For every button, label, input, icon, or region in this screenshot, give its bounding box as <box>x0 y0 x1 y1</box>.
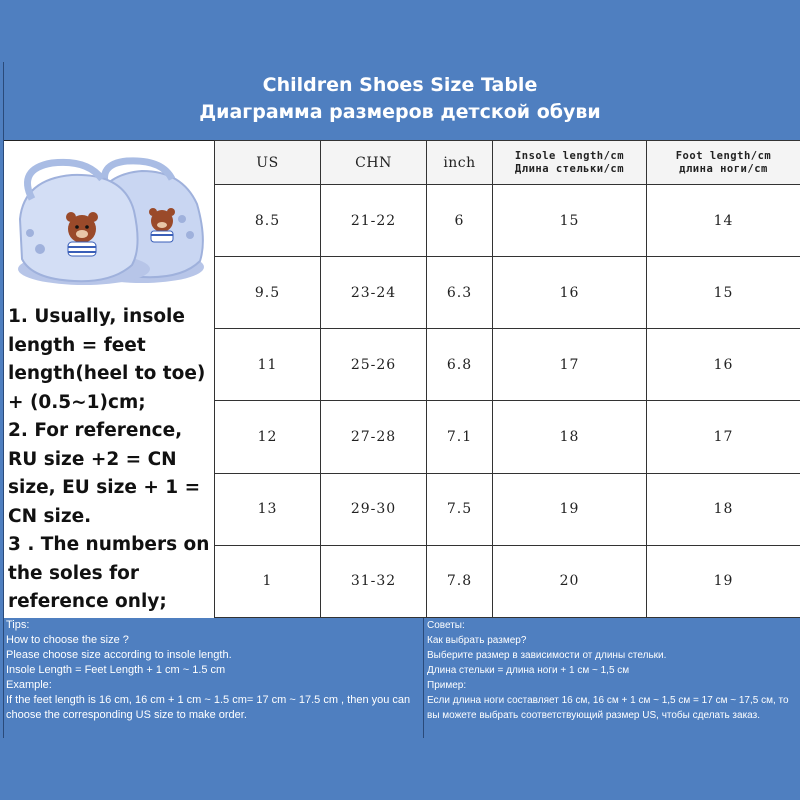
cell-us: 11 <box>215 329 321 401</box>
cell-foot: 19 <box>647 545 800 617</box>
header-foot-length <box>647 141 800 185</box>
tips-english <box>4 618 424 738</box>
table-row <box>215 473 800 545</box>
cell-insole: 18 <box>493 401 647 473</box>
tips-ru-heading: Советы: <box>427 620 465 631</box>
tips-ru-question: Как выбрать размер? <box>427 635 527 646</box>
note-1: 1. Usually, insole length = feet length(heel to toe) + (0.5~1)cm; <box>8 306 206 413</box>
cell-insole: 16 <box>493 257 647 329</box>
tips-ru-example-heading: Пример: <box>427 680 467 691</box>
cell-us: 13 <box>215 473 321 545</box>
kids-clog-shoes-image <box>12 149 208 289</box>
bear-charm-icon <box>66 212 98 256</box>
header-insole-ru: Длина стельки/cm <box>514 162 625 175</box>
tips-example-heading: Example: <box>6 679 52 691</box>
tips-ru-example: Если длина ноги составляет 16 см, 16 см + 1 см ~ 1,5 см = 17 см ~ 17,5 см, то вы можете выбрать соответствующий размер US, чтобы сделать заказ. <box>427 695 789 721</box>
tips-example: If the feet length is 16 cm, 16 cm + 1 cm ~ 1.5 cm= 17 cm ~ 17.5 cm , then you can choose the corresponding US size to make order. <box>6 694 411 721</box>
tips-ru-instruction: Выберите размер в зависимости от длины стельки. <box>427 650 667 661</box>
cell-insole: 19 <box>493 473 647 545</box>
size-table <box>214 140 800 618</box>
cell-chn: 27-28 <box>321 401 427 473</box>
table-row <box>215 329 800 401</box>
tips-ru-formula: Длина стельки = длина ноги + 1 см ~ 1,5 см <box>427 665 630 676</box>
left-info-panel <box>4 140 214 618</box>
cell-insole: 15 <box>493 185 647 257</box>
cell-us: 12 <box>215 401 321 473</box>
cell-foot: 15 <box>647 257 800 329</box>
cell-us: 8.5 <box>215 185 321 257</box>
note-3: 3 . The numbers on the soles for reference only; <box>8 534 210 612</box>
cell-foot: 17 <box>647 401 800 473</box>
header-foot-ru: длина ноги/cm <box>679 162 768 175</box>
tips-russian <box>425 618 800 738</box>
cell-foot: 18 <box>647 473 800 545</box>
cell-chn: 25-26 <box>321 329 427 401</box>
cell-inch: 7.1 <box>427 401 493 473</box>
cell-insole: 20 <box>493 545 647 617</box>
title-russian: Диаграмма размеров детской обуви <box>199 101 601 123</box>
header-insole-en: Insole length/cm <box>514 149 625 162</box>
header-insole-length <box>493 141 647 185</box>
tips-instruction: Please choose size according to insole length. <box>6 649 232 661</box>
tips-formula: Insole Length = Feet Length + 1 cm ~ 1.5 cm <box>6 664 226 676</box>
table-row <box>215 401 800 473</box>
cell-chn: 21-22 <box>321 185 427 257</box>
cell-foot: 16 <box>647 329 800 401</box>
cell-inch: 6 <box>427 185 493 257</box>
page-title <box>0 72 800 126</box>
header-us: US <box>215 141 321 185</box>
cell-chn: 31-32 <box>321 545 427 617</box>
cell-inch: 7.5 <box>427 473 493 545</box>
table-row <box>215 257 800 329</box>
title-english: Children Shoes Size Table <box>262 74 538 96</box>
cell-us: 1 <box>215 545 321 617</box>
tips-question: How to choose the size ? <box>6 634 129 646</box>
header-chn: CHN <box>321 141 427 185</box>
cell-foot: 14 <box>647 185 800 257</box>
table-row <box>215 185 800 257</box>
header-foot-en: Foot length/cm <box>675 149 772 162</box>
cell-chn: 29-30 <box>321 473 427 545</box>
size-notes <box>8 303 212 617</box>
tips-heading: Tips: <box>6 619 30 631</box>
cell-us: 9.5 <box>215 257 321 329</box>
table-row <box>215 545 800 617</box>
cell-inch: 7.8 <box>427 545 493 617</box>
cell-chn: 23-24 <box>321 257 427 329</box>
cell-insole: 17 <box>493 329 647 401</box>
note-2: 2. For reference, RU size +2 = CN size, EU size + 1 = CN size. <box>8 420 201 527</box>
cell-inch: 6.8 <box>427 329 493 401</box>
header-inch: inch <box>427 141 493 185</box>
table-header-row <box>215 141 800 185</box>
cell-inch: 6.3 <box>427 257 493 329</box>
